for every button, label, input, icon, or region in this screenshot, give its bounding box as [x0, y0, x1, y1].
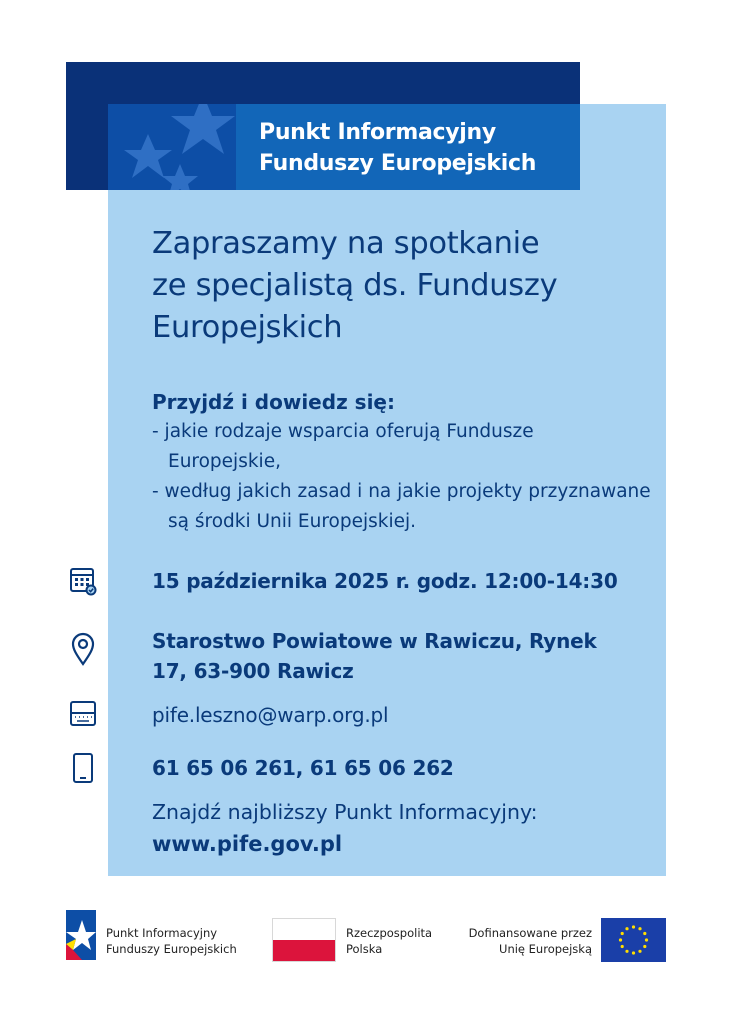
page-headline [152, 223, 652, 349]
rp-logo-line1: Rzeczpospolita [346, 926, 433, 940]
find-label: Znajdź najbliższy Punkt Informacyjny: [152, 800, 538, 824]
phone-icon [70, 752, 98, 782]
intro-list-item: - jakie rodzaje wsparcia oferują Fundusze Europejskie, [152, 421, 534, 472]
contact-phone: 61 65 06 261, 61 65 06 262 [152, 756, 454, 780]
pife-logo-text [106, 925, 237, 957]
contact-email[interactable]: pife.leszno@warp.org.pl [152, 703, 389, 727]
address-line1: Starostwo Powiatowe w Rawiczu, Rynek [152, 629, 597, 653]
header-title-line2: Funduszy Europejskich [259, 151, 537, 176]
rp-logo-line2: Polska [346, 942, 383, 956]
eu-flag [601, 918, 666, 962]
pife-logo [64, 910, 98, 962]
ue-logo-text [452, 925, 592, 957]
address-line2: 17, 63-900 Rawicz [152, 659, 354, 683]
pife-logo-line1: Punkt Informacyjny [106, 926, 218, 940]
header-title-line1: Punkt Informacyjny [259, 120, 496, 145]
keyboard-icon [70, 700, 98, 730]
headline-line1: Zapraszamy na spotkanie [152, 226, 540, 261]
headline-line3: Europejskich [152, 310, 343, 345]
eu-stars-decoration [108, 104, 236, 190]
headline-line2: ze specjalistą ds. Funduszy [152, 268, 558, 303]
rp-logo-text [346, 925, 432, 957]
event-date: 15 października 2025 r. godz. 12:00-14:30 [152, 569, 618, 593]
pife-logo-line2: Funduszy Europejskich [106, 942, 237, 956]
intro-heading: Przyjdź i dowiedz się: [152, 390, 395, 414]
polish-flag [272, 918, 336, 962]
calendar-icon [70, 566, 98, 596]
event-address [152, 626, 652, 686]
intro-section [152, 387, 652, 537]
intro-list-item: - według jakich zasad i na jakie projekty przyznawane są środki Unii Europejskiej. [152, 481, 651, 532]
website-link[interactable]: www.pife.gov.pl [152, 832, 343, 856]
location-pin-icon [70, 632, 98, 662]
header-title [259, 117, 574, 179]
ue-logo-line1: Dofinansowane przez [468, 926, 592, 940]
ue-logo-line2: Unię Europejską [499, 942, 592, 956]
